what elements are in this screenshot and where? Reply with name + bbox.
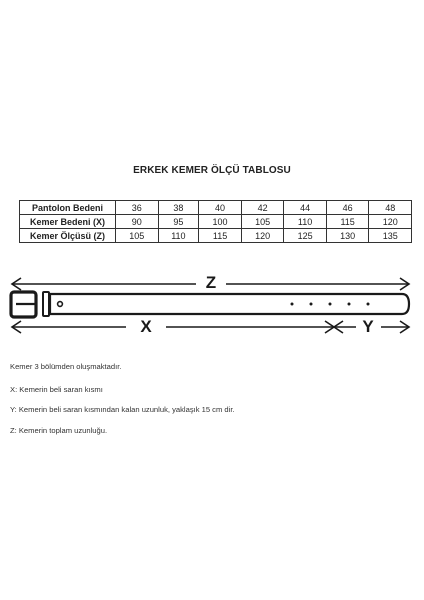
table-cell: 110 [284, 215, 327, 229]
row-label: Kemer Ölçüsü (Z) [20, 229, 116, 243]
table-cell: 95 [158, 215, 199, 229]
table-row [20, 215, 412, 229]
size-table [19, 200, 412, 243]
table-cell: 48 [369, 201, 412, 215]
table-cell: 36 [116, 201, 159, 215]
table-cell: 120 [241, 229, 284, 243]
belt-icon [11, 292, 409, 317]
note-z: Z: Kemerin toplam uzunluğu. [10, 426, 108, 435]
z-label: Z [205, 273, 217, 292]
table-cell: 46 [326, 201, 369, 215]
row-label: Pantolon Bedeni [20, 201, 116, 215]
table-cell: 105 [116, 229, 159, 243]
x-label: X [140, 317, 152, 336]
table-cell: 125 [284, 229, 327, 243]
table-cell: 110 [158, 229, 199, 243]
table-cell: 38 [158, 201, 199, 215]
table-cell: 100 [199, 215, 242, 229]
table-cell: 120 [369, 215, 412, 229]
table-cell: 115 [326, 215, 369, 229]
table-cell: 130 [326, 229, 369, 243]
page-title: ERKEK KEMER ÖLÇÜ TABLOSU [133, 165, 291, 176]
y-label: Y [362, 317, 374, 336]
table-cell: 44 [284, 201, 327, 215]
table-row [20, 201, 412, 215]
table-row [20, 229, 412, 243]
x-dimension-line [12, 321, 334, 333]
table-cell: 115 [199, 229, 242, 243]
table-cell: 135 [369, 229, 412, 243]
table-cell: 42 [241, 201, 284, 215]
table-cell: 90 [116, 215, 159, 229]
note-y: Y: Kemerin beli saran kısmından kalan uzunluk, yaklaşık 15 cm dir. [10, 405, 235, 414]
row-label: Kemer Bedeni (X) [20, 215, 116, 229]
table-cell: 105 [241, 215, 284, 229]
belt-diagram [0, 262, 424, 352]
table-cell: 40 [199, 201, 242, 215]
note-x: X: Kemerin beli saran kısmı [10, 385, 103, 394]
note-intro: Kemer 3 bölümden oluşmaktadır. [10, 362, 122, 371]
